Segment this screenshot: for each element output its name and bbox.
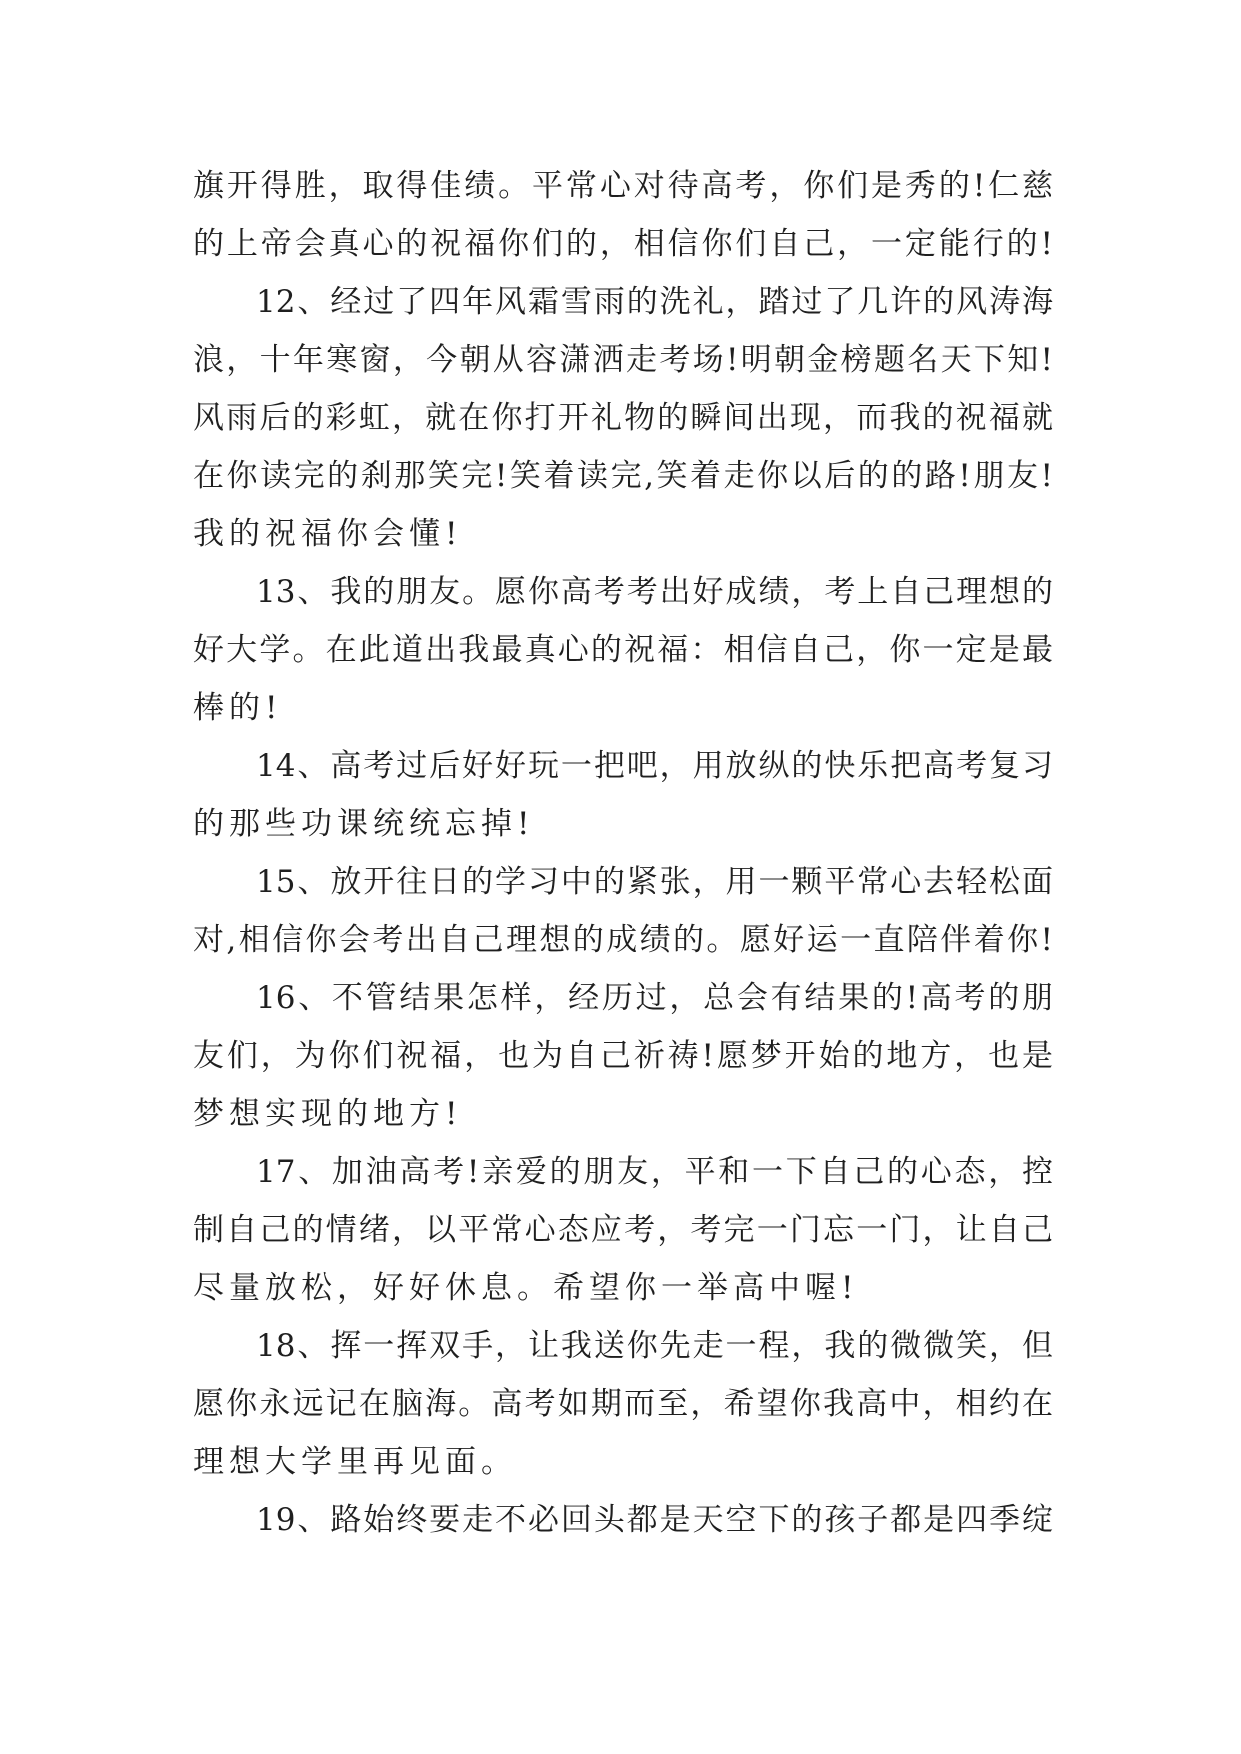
text-line: 制自己的情绪，以平常心态应考，考完一门忘一门，让自己: [193, 1212, 1053, 1248]
paragraph-15-start: 15、放开往日的学习中的紧张，用一颗平常心去轻松面: [256, 864, 1053, 900]
text-line: 旗开得胜，取得佳绩。平常心对待高考，你们是秀的!仁慈: [193, 168, 1053, 204]
text-line: 好大学。在此道出我最真心的祝福：相信自己，你一定是最: [193, 632, 1053, 668]
text-line: 梦想实现的地方!: [193, 1096, 463, 1132]
text-line: 的那些功课统统忘掉!: [193, 806, 535, 842]
text-line: 友们，为你们祝福，也为自己祈祷!愿梦开始的地方，也是: [193, 1038, 1053, 1074]
text-line: 在你读完的刹那笑完!笑着读完,笑着走你以后的的路!朋友!: [193, 458, 1053, 494]
text-line: 棒的!: [193, 690, 283, 726]
paragraph-19-start: 19、路始终要走不必回头都是天空下的孩子都是四季绽: [256, 1502, 1053, 1538]
paragraph-17-start: 17、加油高考!亲爱的朋友，平和一下自己的心态，控: [256, 1154, 1053, 1190]
paragraph-13-start: 13、我的朋友。愿你高考考出好成绩，考上自己理想的: [256, 574, 1053, 610]
paragraph-14-start: 14、高考过后好好玩一把吧，用放纵的快乐把高考复习: [256, 748, 1053, 784]
paragraph-16-start: 16、不管结果怎样，经历过，总会有结果的!高考的朋: [256, 980, 1053, 1016]
text-line: 对,相信你会考出自己理想的成绩的。愿好运一直陪伴着你!: [193, 922, 1053, 958]
text-line: 我的祝福你会懂!: [193, 516, 463, 552]
text-line: 尽量放松，好好休息。希望你一举高中喔!: [193, 1270, 859, 1306]
text-line: 愿你永远记在脑海。高考如期而至，希望你我高中，相约在: [193, 1386, 1053, 1422]
text-line: 风雨后的彩虹，就在你打开礼物的瞬间出现，而我的祝福就: [193, 400, 1053, 436]
text-line: 浪，十年寒窗，今朝从容潇洒走考场!明朝金榜题名天下知!: [193, 342, 1053, 378]
paragraph-18-start: 18、挥一挥双手，让我送你先走一程，我的微微笑，但: [256, 1328, 1053, 1364]
paragraph-12-start: 12、经过了四年风霜雪雨的洗礼，踏过了几许的风涛海: [256, 284, 1053, 320]
text-line: 理想大学里再见面。: [193, 1444, 517, 1480]
text-line: 的上帝会真心的祝福你们的，相信你们自己，一定能行的!: [193, 226, 1053, 262]
